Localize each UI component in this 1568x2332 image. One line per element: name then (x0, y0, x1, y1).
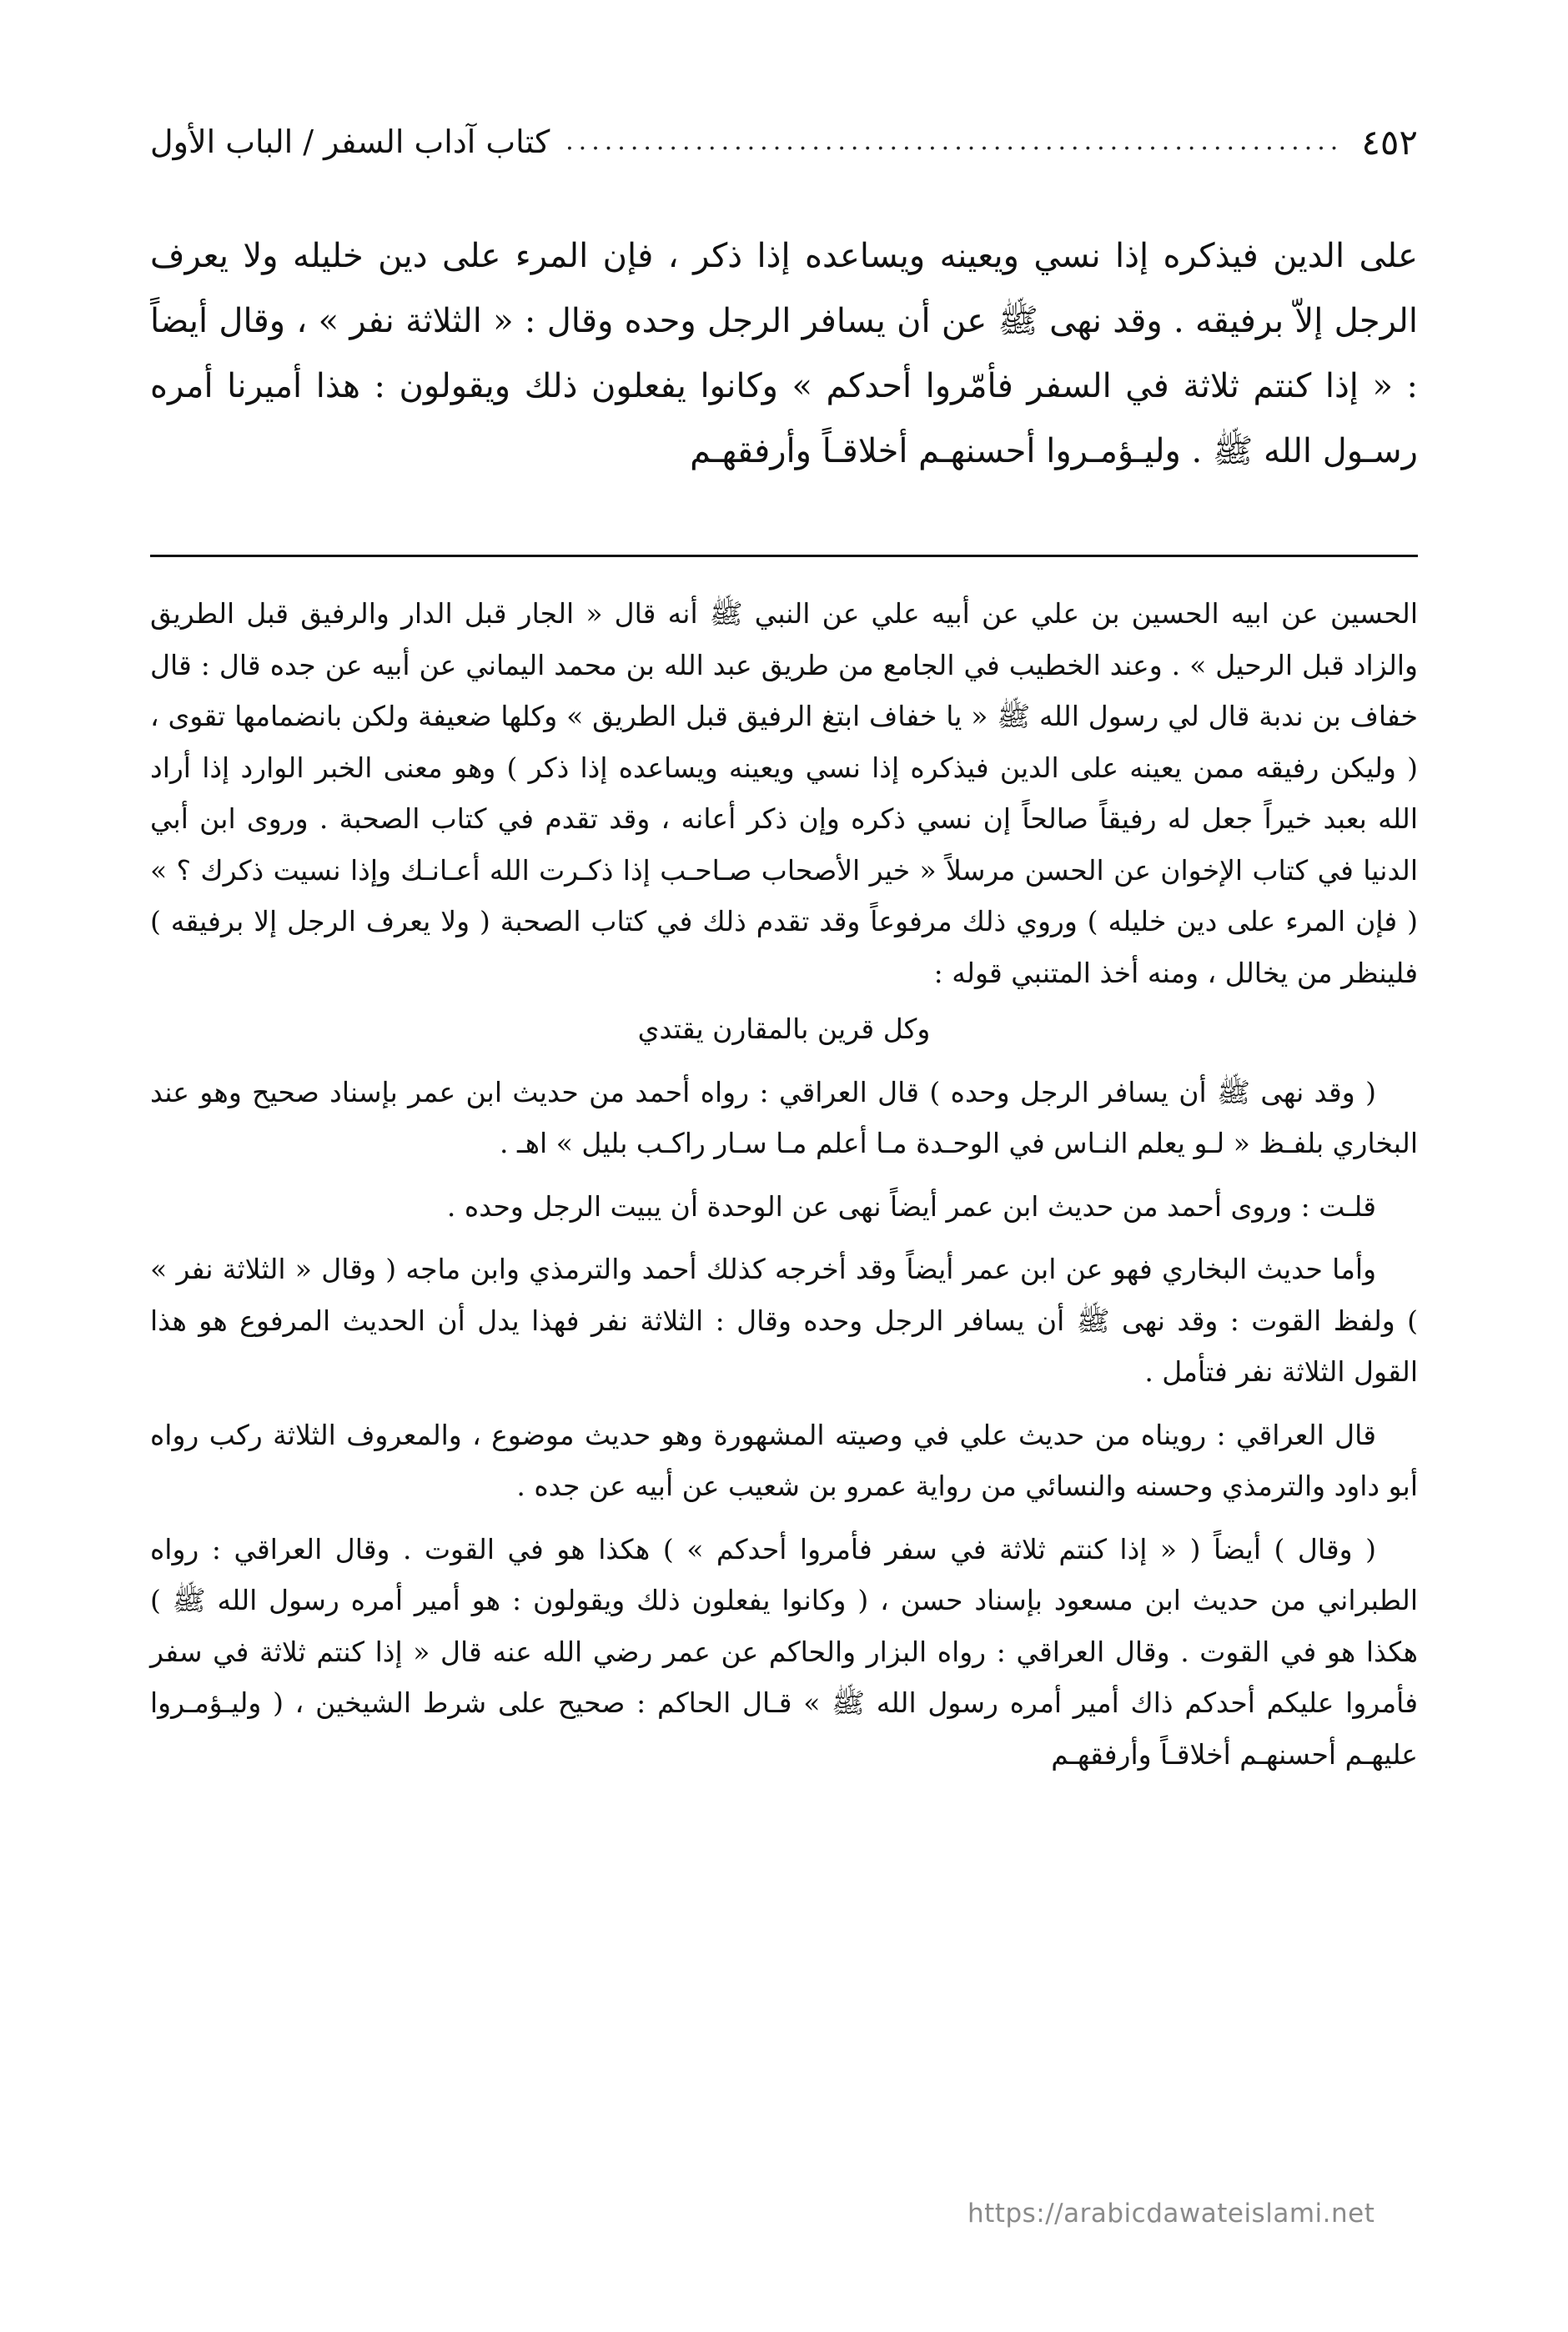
watermark-url: https://arabicdawateislami.net (967, 2199, 1375, 2229)
chapter-title: كتاب آداب السفر / الباب الأول (150, 123, 550, 160)
page-number: ٤٥٢ (1361, 121, 1418, 163)
footnote-divider (150, 555, 1418, 557)
commentary-paragraph-6: ( وقال ) أيضاً ( « إذا كنتم ثلاثة في سفر فأمروا أحدكم » ) هكذا هو في القوت . وقال العراقي : رواه الطبراني من حديث ابن مسعود بإسناد حسن ، ( وكانوا يفعلون ذلك ويقولون : هو أمير أمره رسول الله ﷺ ) هكذا هو في القوت . وقال العراقي : رواه البزار والحاكم عن عمر رضي الله عنه قال « إذا كنتم ثلاثة في سفر فأمروا عليكم أحدكم ذاك أمير أمره رسول الله ﷺ » قـال الحاكم : صحيح على شرط الشيخين ، ( وليـؤمـروا عليهـم أحسنهـم أخلاقـاً وأرفقهـم (150, 1532, 1418, 1771)
header-leader-dots (568, 117, 1343, 167)
main-text (150, 224, 1418, 484)
commentary-paragraph-2: ( وقد نهى ﷺ أن يسافر الرجل وحده ) قال العراقي : رواه أحمد من حديث ابن عمر بإسناد صحيح وهو عند البخاري بلفـظ « لـو يعلم النـاس في الوحـدة مـا أعلم مـا سـار راكـب بليل » اهـ . (150, 1075, 1418, 1159)
commentary (150, 588, 1418, 1780)
commentary-paragraph-1: الحسين عن ابيه الحسين بن علي عن أبيه علي عن النبي ﷺ أنه قال « الجار قبل الدار والرفيق قبل الطريق والزاد قبل الرحيل » . وعند الخطيب في الجامع من طريق عبد الله بن محمد اليماني عن أبيه عن جده قال : قال خفاف بن ندبة قال لي رسول الله ﷺ « يا خفاف ابتغ الرفيق قبل الطريق » وكلها ضعيفة ولكن بانضمامها تقوى ، ( وليكن رفيقه ممن يعينه على الدين فيذكره إذا نسي ويعينه ويساعده إذا ذكر ) وهو معنى الخبر الوارد إذا أراد الله بعبد خيراً جعل له رفيقاً صالحاً إن نسي ذكره وإن ذكر أعانه ، وقد تقدم في كتاب الصحبة . وروى ابن أبي الدنيا في كتاب الإخوان عن الحسن مرسلاً « خير الأصحاب صـاحـب إذا ذكـرت الله أعـانـك وإذا نسيت ذكرك ؟ » ( فإن المرء على دين خليله ) وروي ذلك مرفوعاً وقد تقدم ذلك في كتاب الصحبة ( ولا يعرف الرجل إلا برفيقه ) فلينظر من يخالل ، ومنه أخذ المتنبي قوله : (150, 597, 1418, 989)
poetry-verse: وكل قرين بالمقارن يقتدي (637, 1013, 931, 1045)
commentary-paragraph-4: وأما حديث البخاري فهو عن ابن عمر أيضاً وقد أخرجه كذلك أحمد والترمذي وابن ماجه ( وقال « الثلاثة نفر » ) ولفظ القوت : وقد نهى ﷺ أن يسافر الرجل وحده وقال : الثلاثة نفر فهذا يدل أن الحديث المرفوع هو هذا القول الثلاثة نفر فتأمل . (150, 1253, 1418, 1388)
commentary-paragraph-3: قلـت : وروى أحمد من حديث ابن عمر أيضاً نهى عن الوحدة أن يبيت الرجل وحده . (446, 1189, 1376, 1223)
running-header (150, 117, 1418, 167)
main-paragraph: على الدين فيذكره إذا نسي ويعينه ويساعده إذا ذكر ، فإن المرء على دين خليله ولا يعرف الرجل إلاّ برفيقه . وقد نهى ﷺ عن أن يسافر الرجل وحده وقال : « الثلاثة نفر » ، وقال أيضاً : « إذا كنتم ثلاثة في السفر فأمّروا أحدكم » وكانوا يفعلون ذلك ويقولون : هذا أميرنا أمره رسـول الله ﷺ . وليـؤمـروا أحسنهـم أخلاقـاً وأرفقهـم (150, 237, 1418, 470)
commentary-paragraph-5: قال العراقي : رويناه من حديث علي في وصيته المشهورة وهو حديث موضوع ، والمعروف الثلاثة ركب رواه أبو داود والترمذي وحسنه والنسائي من رواية عمرو بن شعيب عن أبيه عن جده . (150, 1418, 1418, 1502)
